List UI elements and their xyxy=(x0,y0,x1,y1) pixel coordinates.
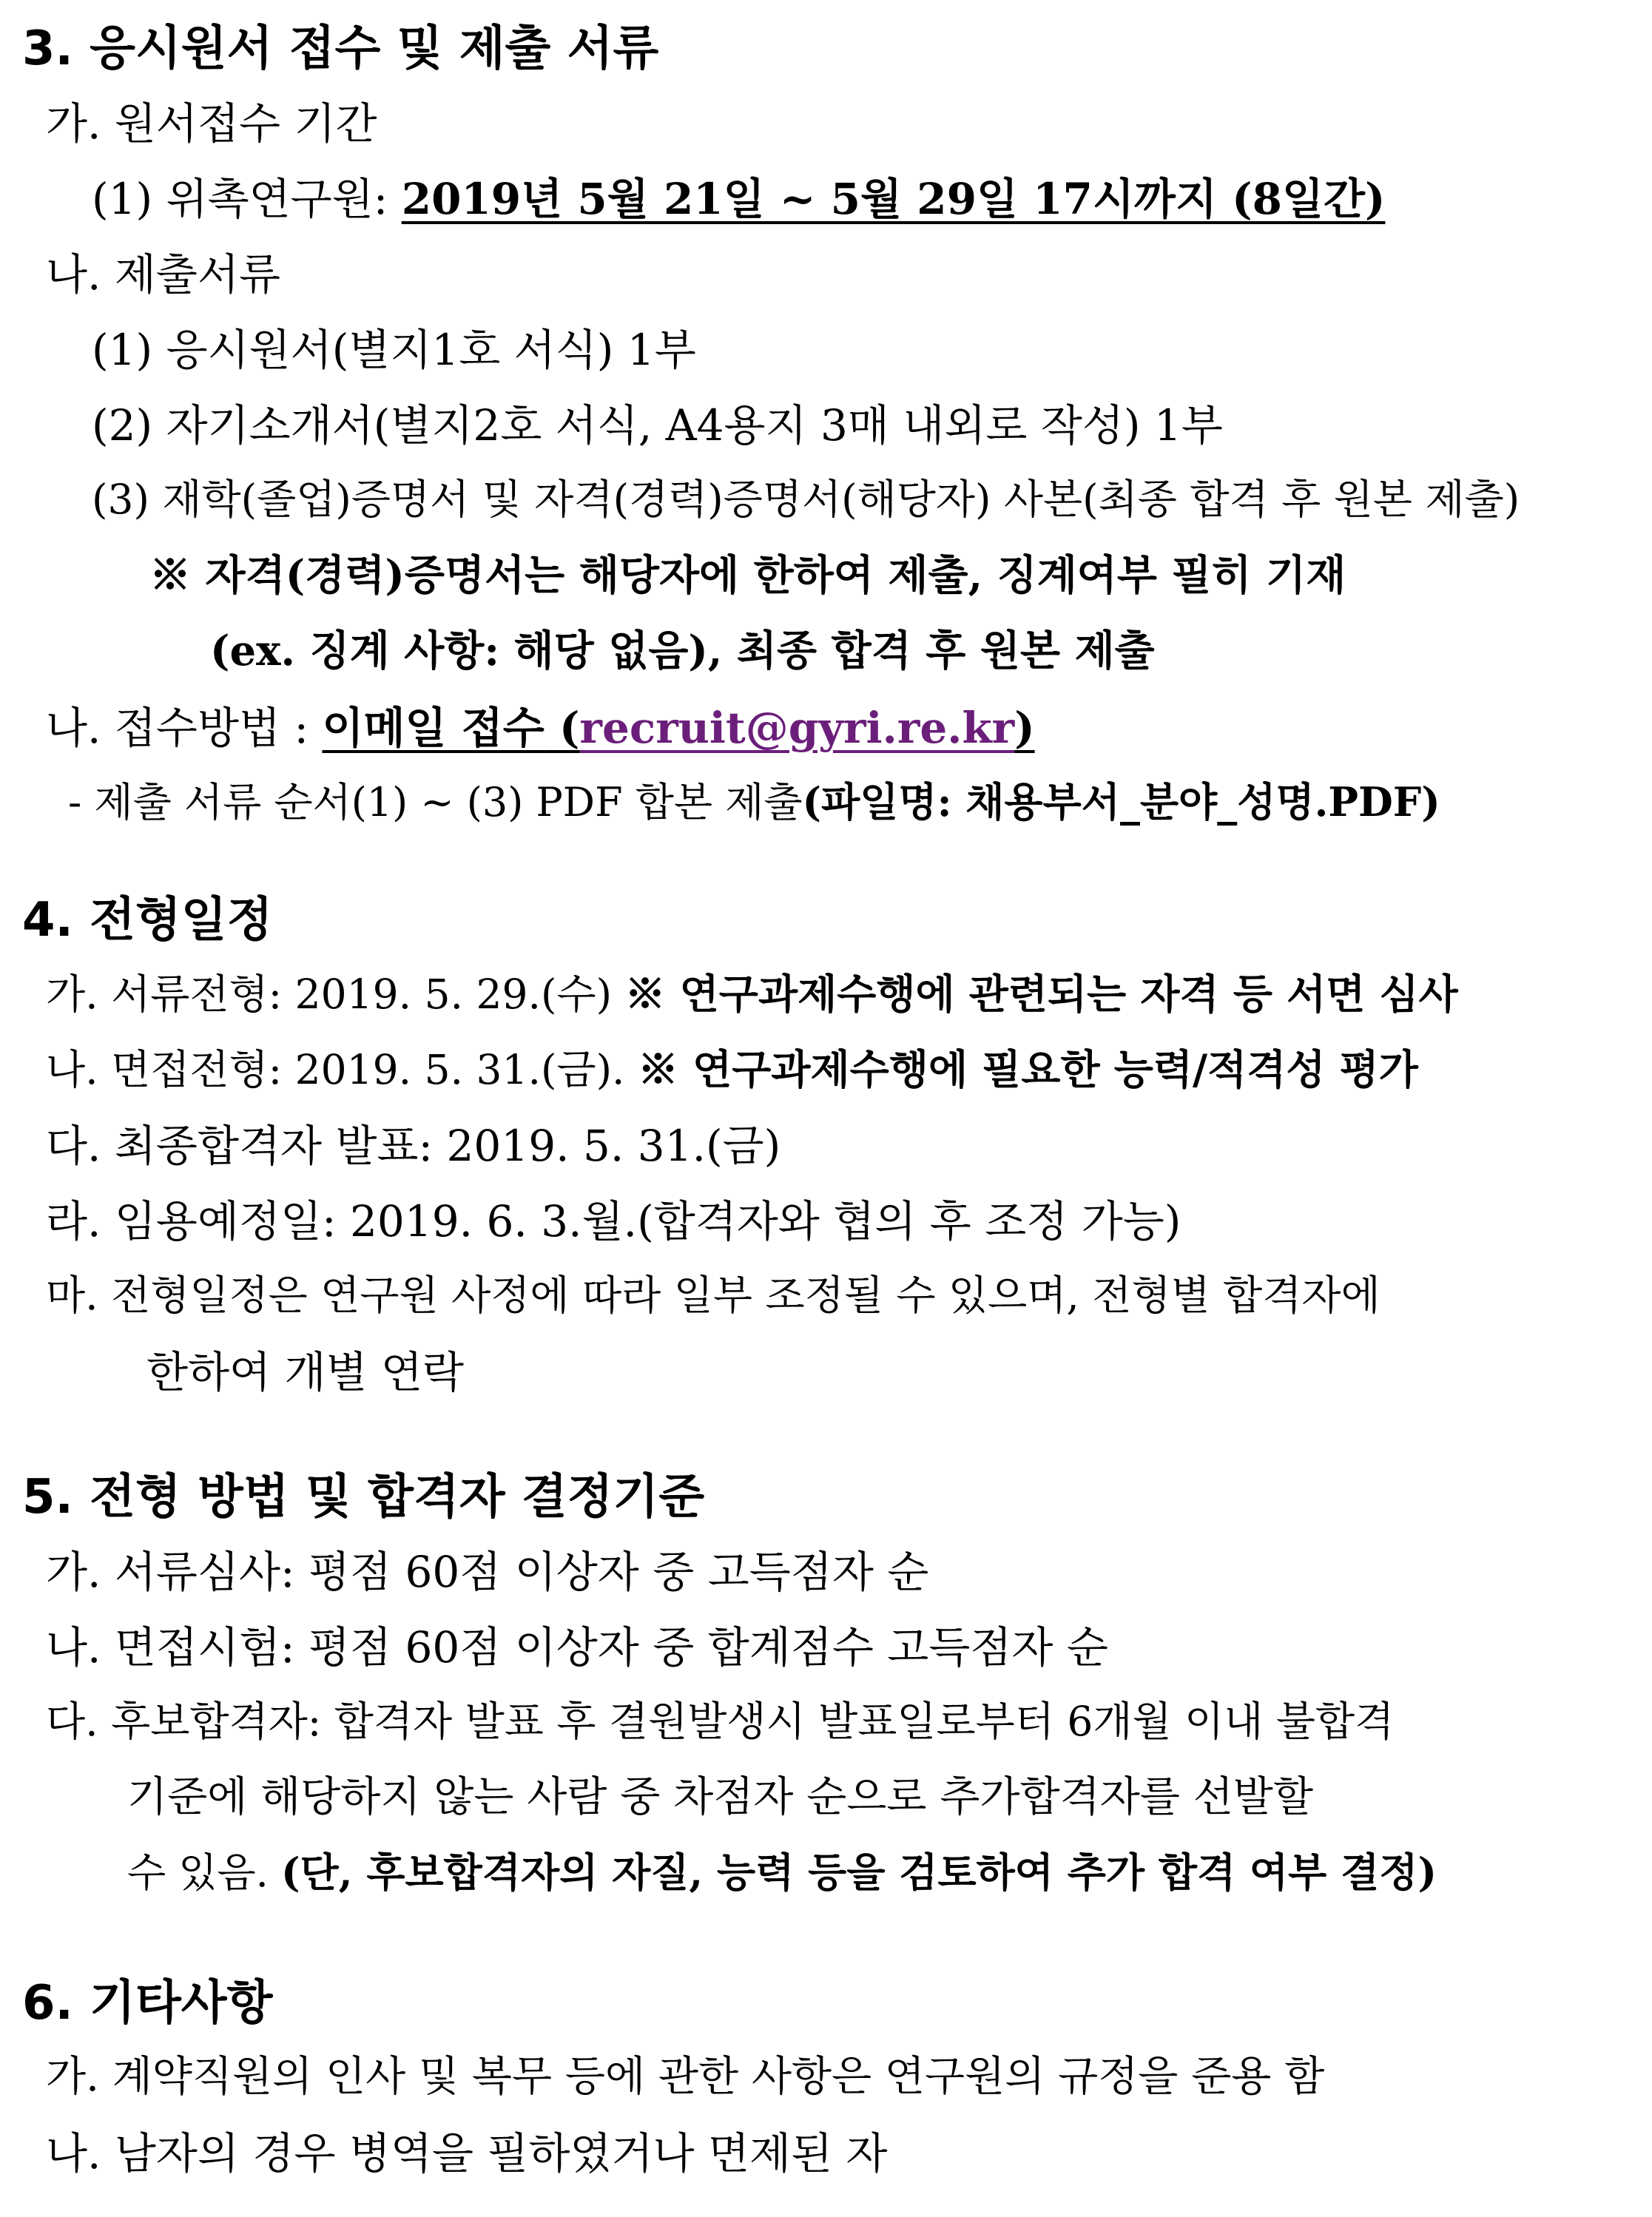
s3-method-label: 나. 접수방법 : xyxy=(46,703,323,753)
s4-na-text: 나. 면접전형: 2019. 5. 31.(금). xyxy=(46,1046,638,1093)
s3-ga1-researcher xyxy=(92,174,1386,224)
s3-method xyxy=(46,703,1035,753)
s5-na-interview-exam: 나. 면접시험: 평점 60점 이상자 중 합계점수 고득점자 순 xyxy=(46,1622,1108,1673)
s3-note-2: (ex. 징계 사항: 해당 없음), 최종 합격 후 원본 제출 xyxy=(210,627,1155,675)
s3-email-open: ( xyxy=(544,703,580,753)
s5-ga-document-review: 가. 서류심사: 평점 60점 이상자 중 고득점자 순 xyxy=(46,1547,929,1597)
s4-ma-line-1: 마. 전형일정은 연구원 사정에 따라 일부 조정될 수 있으며, 전형별 합격자에 xyxy=(46,1272,1380,1319)
s5-da-line-2: 기준에 해당하지 않는 사람 중 차점자 순으로 추가합격자를 선발할 xyxy=(127,1773,1313,1821)
section-5-heading: 5. 전형 방법 및 합격자 결정기준 xyxy=(22,1470,705,1525)
s6-ga-regulations: 가. 계약직원의 인사 및 복무 등에 관한 사항은 연구원의 규정을 준용 함 xyxy=(46,2053,1325,2101)
s3-email-link[interactable]: recruit@gyri.re.kr xyxy=(579,703,1015,753)
s5-da-line-3 xyxy=(127,1849,1437,1896)
s3-order-filename: (파일명: 채용부서_분야_성명.PDF) xyxy=(802,778,1440,826)
s3-ga1-label: (1) 위촉연구원: xyxy=(92,174,402,224)
section-3-heading: 3. 응시원서 접수 및 제출 서류 xyxy=(22,21,659,76)
s4-ra-appointment-date: 라. 임용예정일: 2019. 6. 3.월.(합격자와 협의 후 조정 가능) xyxy=(46,1196,1181,1246)
s6-na-military-service: 나. 남자의 경우 병역을 필하였거나 면제된 자 xyxy=(46,2128,888,2179)
s3-na1: (1) 응시원서(별지1호 서식) 1부 xyxy=(92,325,696,375)
s4-ga-document-screening xyxy=(46,970,1458,1018)
s3-order-text: - 제출 서류 순서(1) ~ (3) PDF 합본 제출 xyxy=(68,779,803,826)
s3-ga1-date: 2019년 5월 21일 ~ 5월 29일 17시까지 (8일간) xyxy=(401,174,1386,224)
s4-ga-note: ※ 연구과제수행에 관련되는 자격 등 서면 심사 xyxy=(624,970,1458,1018)
s3-email-close: ) xyxy=(1014,703,1035,753)
s3-submission-order xyxy=(68,778,1440,826)
section-4-heading: 4. 전형일정 xyxy=(22,893,273,948)
s4-ga-text: 가. 서류전형: 2019. 5. 29.(수) xyxy=(46,971,625,1018)
s3-na2: (2) 자기소개서(별지2호 서식, A4용지 3매 내외로 작성) 1부 xyxy=(92,400,1223,451)
s3-na-documents: 나. 제출서류 xyxy=(46,249,281,300)
s3-ga-period: 가. 원서접수 기간 xyxy=(46,98,377,149)
s4-ma-line-2: 한하여 개별 연락 xyxy=(146,1347,465,1397)
s3-method-value: 이메일 접수 xyxy=(322,703,545,753)
s4-da-final-announcement: 다. 최종합격자 발표: 2019. 5. 31.(금) xyxy=(46,1121,781,1171)
section-6-heading: 6. 기타사항 xyxy=(22,1976,273,2031)
s4-na-note: ※ 연구과제수행에 필요한 능력/적격성 평가 xyxy=(638,1045,1418,1093)
s5-da3-bold: (단, 후보합격자의 자질, 능력 등을 검토하여 추가 합격 여부 결정) xyxy=(281,1849,1437,1896)
s4-na-interview xyxy=(46,1045,1418,1093)
s3-na3: (3) 재학(졸업)증명서 및 자격(경력)증명서(해당자) 사본(최종 합격 후 원본 제출) xyxy=(92,476,1520,523)
s5-da-line-1: 다. 후보합격자: 합격자 발표 후 결원발생시 발표일로부터 6개월 이내 불합격 xyxy=(46,1698,1395,1745)
s3-note-1: ※ 자격(경력)증명서는 해당자에 한하여 제출, 징계여부 필히 기재 xyxy=(149,551,1346,600)
s5-da3-text: 수 있음. xyxy=(127,1849,281,1896)
